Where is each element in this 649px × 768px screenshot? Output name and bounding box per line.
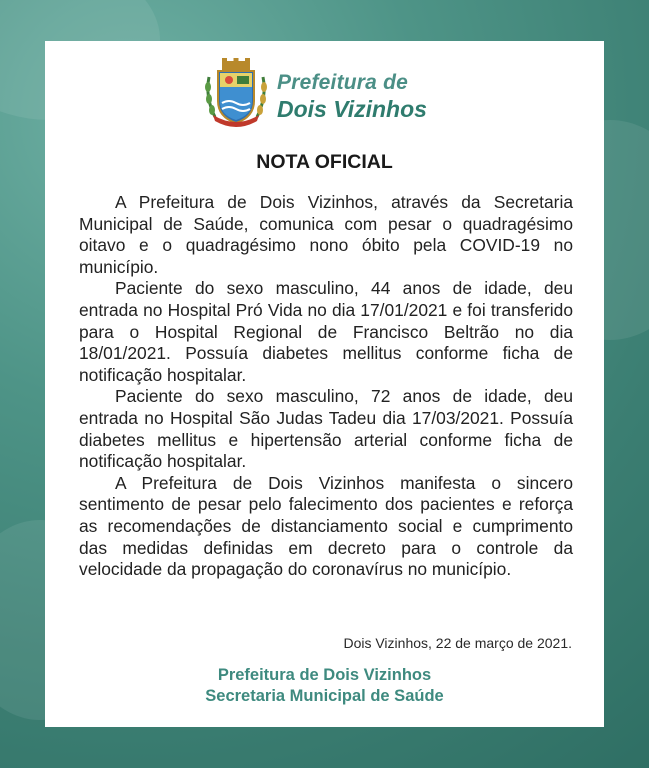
page-title: NOTA OFICIAL: [256, 151, 393, 173]
date-line: Dois Vizinhos, 22 de março de 2021.: [343, 635, 572, 651]
city-logo: [203, 57, 463, 127]
paragraph: Paciente do sexo masculino, 72 anos de idade, deu entrada no Hospital São Judas Tadeu dia 17/03/2021. Possuía diabetes mellitus e hipertensão arterial conforme ficha de notificação hospitalar.: [79, 386, 573, 472]
paragraph: A Prefeitura de Dois Vizinhos, através da Secretaria Municipal de Saúde, comunica com pesar o quadragésimo oitavo e o quadragésimo nono óbito pela COVID-19 no município.: [79, 192, 573, 277]
notice-card: [45, 41, 604, 727]
logo-text-line2: Dois Vizinhos: [277, 96, 427, 122]
logo-text-line1: Prefeitura de: [277, 71, 408, 94]
paragraph: A Prefeitura de Dois Vizinhos manifesta o sincero sentimento de pesar pelo falecimento dos pacientes e reforça as recomendações de distanciamento social e cumprimento das medidas definidas em decreto para o controle da velocidade da propagação do coronavírus no município.: [79, 472, 573, 580]
footer-department: Secretaria Municipal de Saúde: [205, 687, 444, 705]
footer-org-name: Prefeitura de Dois Vizinhos: [217, 666, 432, 684]
city-coat-of-arms-icon: [203, 57, 269, 127]
notice-body: [79, 192, 573, 581]
paragraph: Paciente do sexo masculino, 44 anos de idade, deu entrada no Hospital Pró Vida no dia 17/01/2021 e foi transferido para o Hospital Regional de Francisco Beltrão no dia 18/01/2021. Possuía diabetes mellitus conforme ficha de notificação hospitalar.: [79, 278, 573, 385]
